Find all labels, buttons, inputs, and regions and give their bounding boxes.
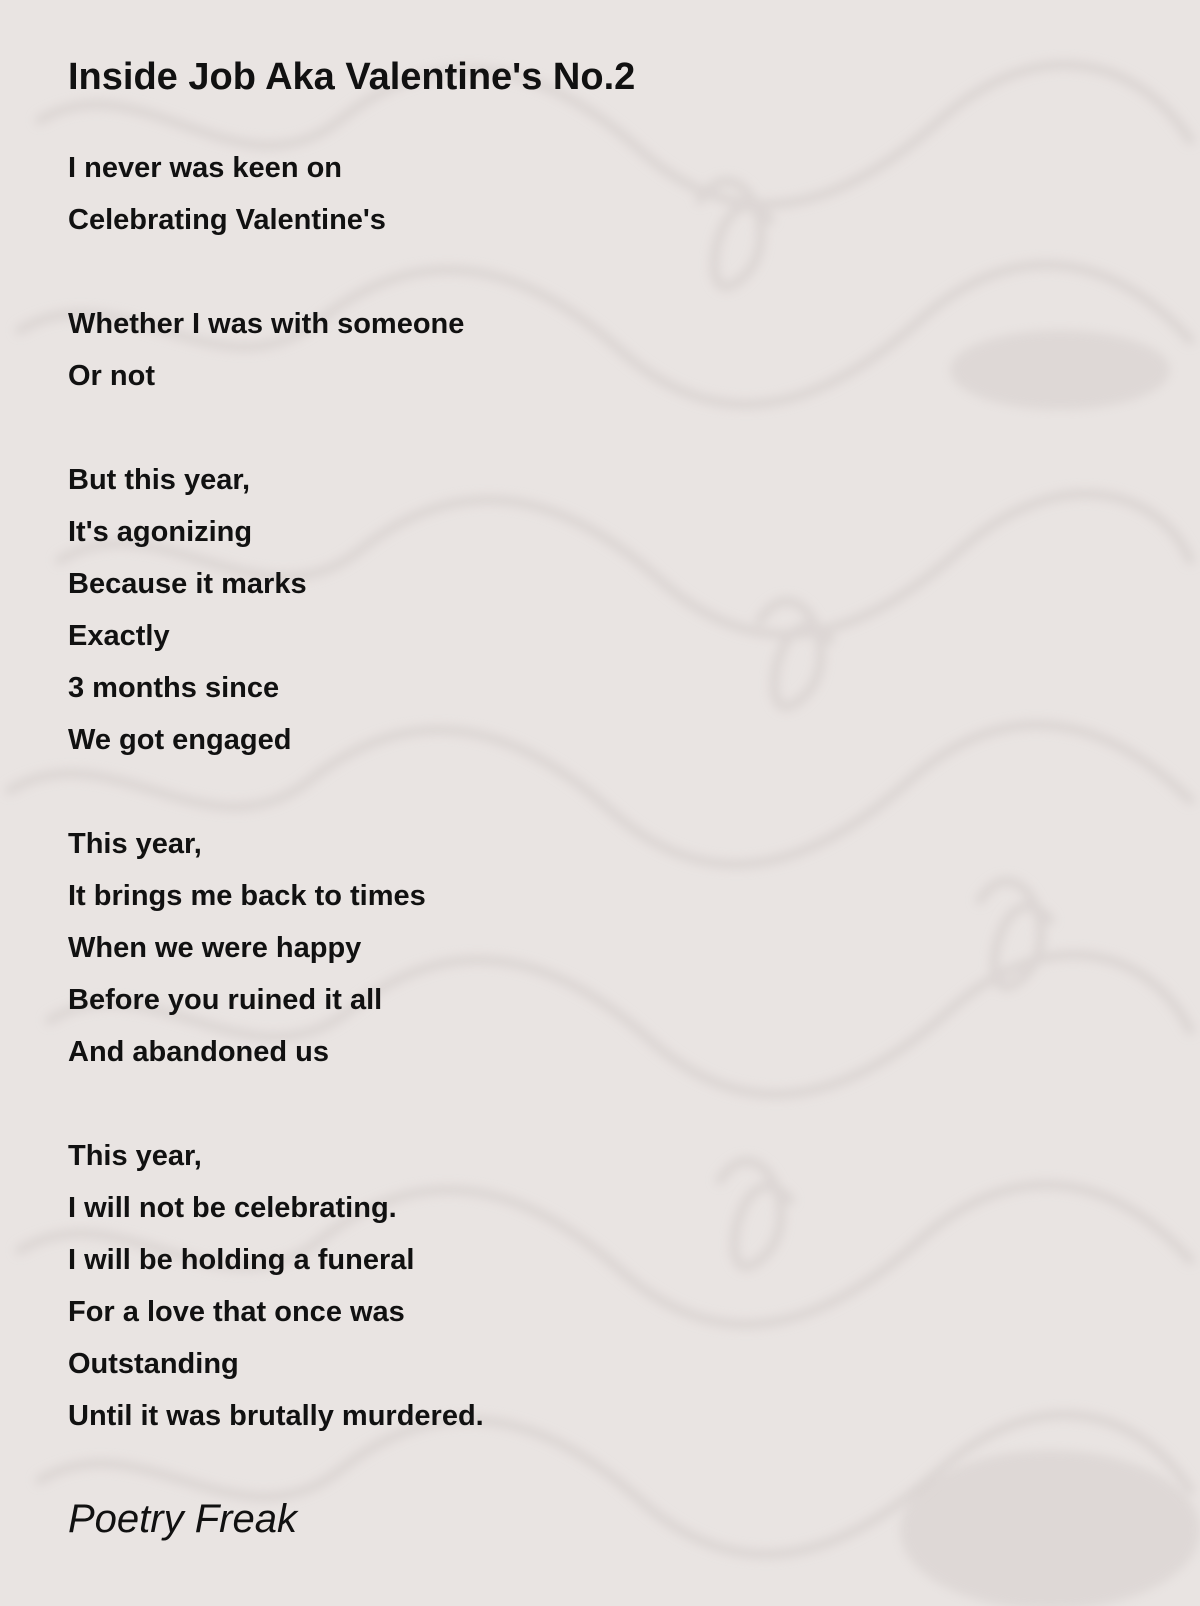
poem-title: Inside Job Aka Valentine's No.2 xyxy=(68,56,636,98)
poem-line: Exactly xyxy=(68,620,170,652)
poem-line: 3 months since xyxy=(68,672,280,704)
stanza xyxy=(68,1130,1148,1442)
poem-line: It brings me back to times xyxy=(68,880,426,912)
stanza xyxy=(68,818,1148,1078)
poem-line: Until it was brutally murdered. xyxy=(68,1400,484,1432)
poem-card xyxy=(68,52,1148,1544)
stanza xyxy=(68,454,1148,766)
poem-line: When we were happy xyxy=(68,932,362,964)
poem-line: We got engaged xyxy=(68,724,292,756)
stanza xyxy=(68,142,1148,246)
poem-author: Poetry Freak xyxy=(68,1497,297,1541)
poem-line: And abandoned us xyxy=(68,1036,329,1068)
poem-line: But this year, xyxy=(68,464,251,496)
poem-line: I never was keen on xyxy=(68,152,343,184)
stanza xyxy=(68,298,1148,402)
poem-line: This year, xyxy=(68,828,202,860)
poem-line: Or not xyxy=(68,360,155,392)
poem-line: I will not be celebrating. xyxy=(68,1192,397,1224)
poem-line: Because it marks xyxy=(68,568,307,600)
poem-line: This year, xyxy=(68,1140,202,1172)
poem-line: Before you ruined it all xyxy=(68,984,383,1016)
poem-line: Celebrating Valentine's xyxy=(68,204,386,236)
poem-line: Whether I was with someone xyxy=(68,308,465,340)
poem-line: For a love that once was xyxy=(68,1296,405,1328)
poem-line: I will be holding a funeral xyxy=(68,1244,415,1276)
poem-line: It's agonizing xyxy=(68,516,253,548)
poem-line: Outstanding xyxy=(68,1348,239,1380)
